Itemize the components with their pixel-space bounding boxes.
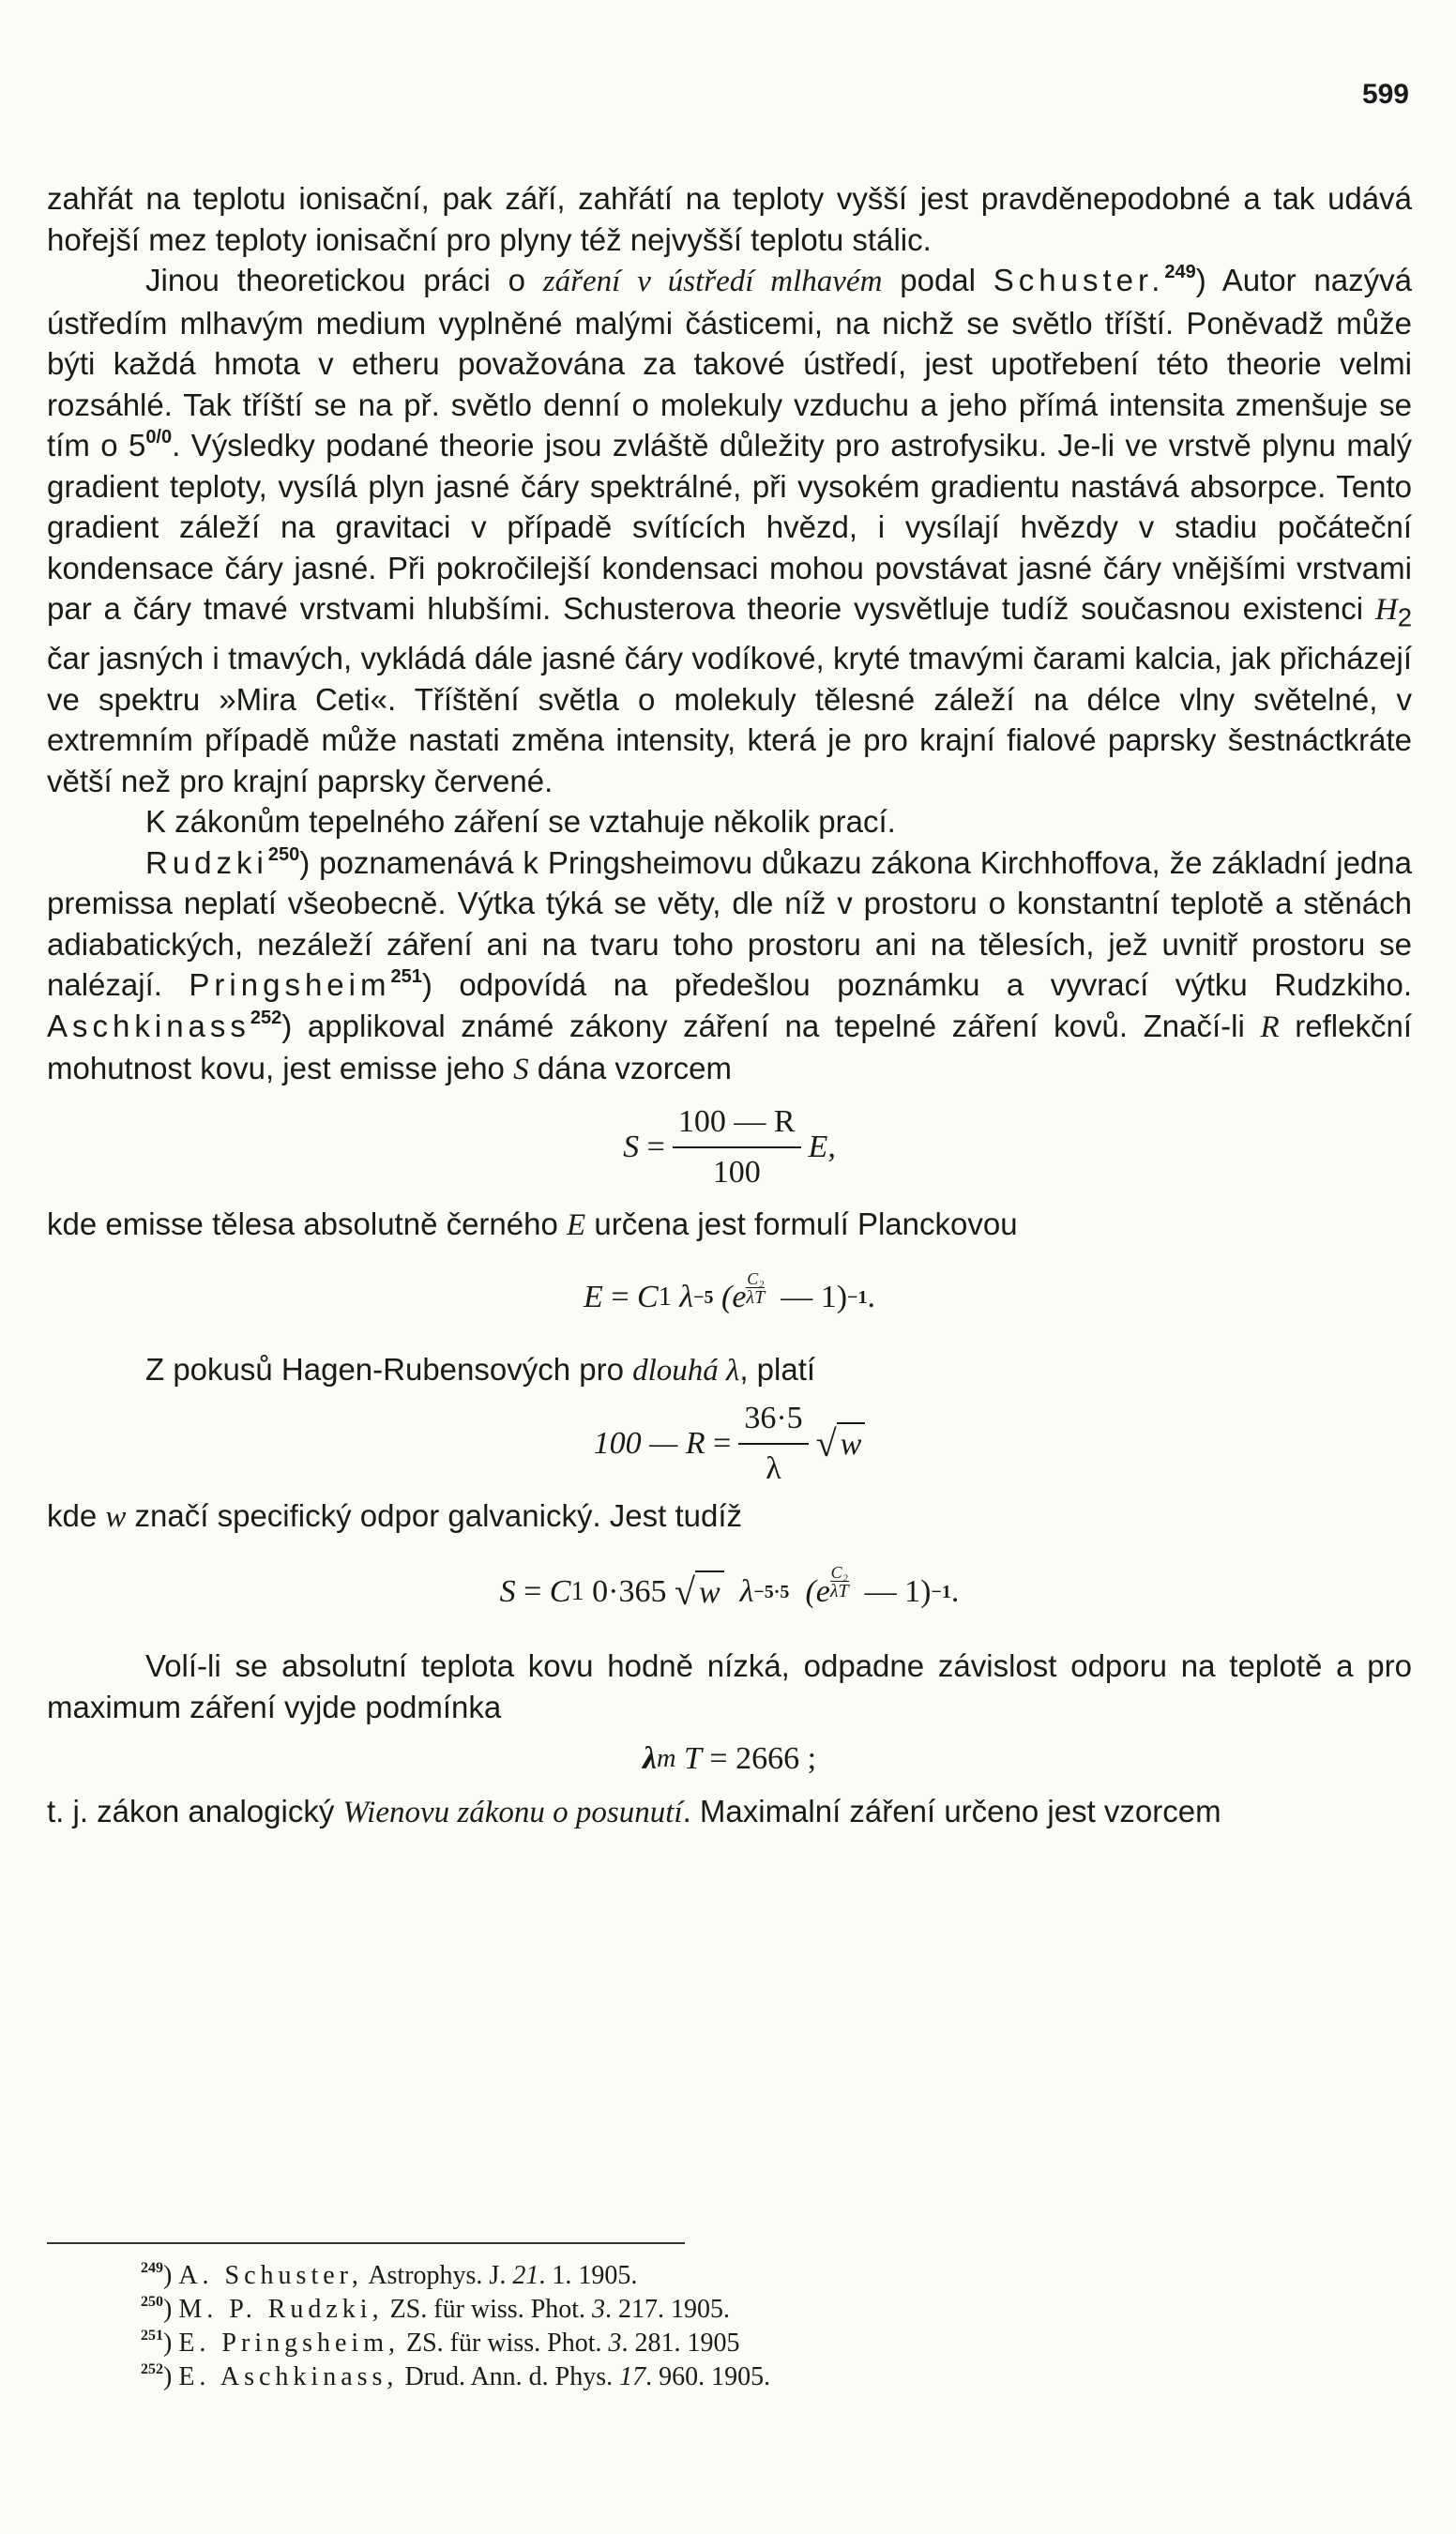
footnote-volume: 3 bbox=[608, 2329, 622, 2358]
footnote-251: $^{251}$) E. Pringsheim, ZS. für wiss. Phot. 3. 281. 1905 bbox=[141, 2328, 740, 2358]
paragraph-3: K zákonům tepelného záření se vztahuje několik prací. bbox=[145, 804, 896, 840]
paragraph-8: Volí-li se absolutní teplota kovu hodně nízká, odpadne závislost odporu na teplotě a pro maximum záření vyjde podmínka bbox=[47, 1648, 1412, 1724]
eq3-root: w bbox=[837, 1422, 866, 1465]
footnote-number: 249 bbox=[141, 2260, 163, 2276]
p6-text-a: Z pokusů Hagen-Rubensových pro bbox=[145, 1352, 633, 1388]
author-pringsheim: Pringsheim bbox=[189, 967, 391, 1003]
p2-text-a: Jinou theoretickou práci o bbox=[145, 263, 543, 297]
eq2-lhs: E bbox=[584, 1280, 603, 1315]
body-text bbox=[47, 178, 1412, 1834]
equation-metal-emission: S = C 1 0·365 √ w λ −5·5 (e C₂ λT — 1) −1 . bbox=[499, 1563, 960, 1613]
footnote-ref-250: 250 bbox=[267, 843, 300, 865]
equation-emission bbox=[47, 1091, 1412, 1204]
paragraph-1: zahřát na teplotu ionisační, pak září, zahřátí na teploty vyšší jest pravděnepodobné a tak udává hořejší mez teploty ionisační pro plyny též nejvyšší teplotu stálic. bbox=[47, 181, 1412, 257]
footnote-pages: . 1. 1905. bbox=[538, 2261, 638, 2290]
footnote-250: $^{250}$) M. P. Rudzki, ZS. für wiss. Phot. 3. 217. 1905. bbox=[141, 2294, 731, 2324]
footnote-journal: Drud. Ann. d. Phys. bbox=[398, 2362, 620, 2391]
eq4-open: (e bbox=[805, 1573, 830, 1609]
eq5-equals: = bbox=[709, 1741, 728, 1777]
footnote-ref-252: 252 bbox=[250, 1007, 282, 1028]
eq1-denominator: 100 bbox=[712, 1154, 761, 1190]
eq4-exponent-fraction bbox=[830, 1564, 849, 1601]
p4-text-d: reflekční mohutnost kovu, jest emisse jeho bbox=[47, 1008, 1412, 1086]
eq5-lambda: λ bbox=[642, 1741, 658, 1777]
p5-text-a: kde emisse tělesa absolutně černého bbox=[47, 1206, 568, 1241]
footnote-252: $^{252}$) E. Aschkinass, Drud. Ann. d. Phys. 17. 960. 1905. bbox=[141, 2361, 771, 2391]
paragraph-7 bbox=[47, 1495, 1412, 1539]
footnote-author: E. Aschkinass, bbox=[178, 2362, 399, 2391]
eq2-open: (e bbox=[721, 1280, 747, 1315]
eq2-c1-sub: 1 bbox=[658, 1282, 672, 1313]
eq4-close: — 1) bbox=[864, 1573, 932, 1609]
eq4-c2: C₂ bbox=[830, 1563, 848, 1583]
page-number: 599 bbox=[1361, 79, 1409, 110]
p4-text-c: ) applikoval známé zákony záření na tepelné záření kovů. Značí-li bbox=[281, 1008, 1261, 1043]
p9-text-a: t. j. zákon analogický bbox=[47, 1794, 343, 1829]
author-rudzki: Rudzki bbox=[145, 844, 268, 880]
p4-text-a: ) poznamenává k Pringsheimovu důkazu zákona Kirchhoffova, že základní jedna premissa neplatí všeobecně. Výtka týká se věty, dle níž v prostoru o konstantní teplotě a stěnách adiabatických, nezáleží záření ani na tvaru toho prostoru ani na tělesích, jež uvnitř prostoru se nalézají. bbox=[47, 844, 1412, 1003]
eq5-t: T bbox=[684, 1741, 702, 1777]
symbol-s: S bbox=[513, 1053, 529, 1087]
sqrt-icon: √ bbox=[815, 1421, 837, 1464]
sqrt-icon: √ bbox=[674, 1570, 695, 1613]
footnote-author: A. Schuster, bbox=[178, 2261, 363, 2290]
eq4-lt: λT bbox=[829, 1581, 849, 1602]
equation-planck: E = C 1 λ −5 (e C₂ λT — 1) −1 . bbox=[47, 1246, 1412, 1349]
footnote-author: M. P. Rudzki, bbox=[178, 2295, 384, 2324]
p4-text-e: dána vzorcem bbox=[528, 1051, 733, 1086]
paragraph-6 bbox=[47, 1349, 1412, 1392]
eq3-denominator: λ bbox=[766, 1450, 781, 1486]
eq3-lhs: 100 — R bbox=[593, 1425, 705, 1461]
paragraph-4 bbox=[47, 842, 1412, 1091]
p2-title: záření v ústředí mlhavém bbox=[542, 265, 883, 298]
eq1-numerator: 100 — R bbox=[673, 1101, 801, 1148]
eq4-coef: 0·365 bbox=[592, 1573, 667, 1609]
eq4-lhs: S bbox=[499, 1573, 516, 1609]
eq5-sub: m bbox=[657, 1744, 676, 1774]
footnote-pages: . 217. 1905. bbox=[605, 2295, 731, 2324]
symbol-e: E bbox=[567, 1207, 586, 1242]
author-schuster: Schuster. bbox=[993, 263, 1165, 297]
p5-text-b: určena jest formulí Planckovou bbox=[585, 1206, 1018, 1241]
eq5-value: 2666 ; bbox=[736, 1741, 817, 1777]
eq1-lhs: S bbox=[623, 1129, 640, 1164]
eq1-rhs: E, bbox=[808, 1129, 836, 1164]
footnote-volume: 3 bbox=[592, 2295, 606, 2324]
footnote-divider bbox=[47, 2242, 685, 2244]
eq4-root: w bbox=[695, 1570, 724, 1614]
p6-text-b: , platí bbox=[739, 1352, 816, 1388]
percent-sign: 0/0 bbox=[145, 427, 173, 448]
eq2-lt: λT bbox=[746, 1286, 766, 1308]
footnote-number: 252 bbox=[141, 2361, 163, 2377]
equation-wien bbox=[47, 1727, 1412, 1791]
eq3-equals: = bbox=[713, 1425, 732, 1461]
footnote-number: 250 bbox=[141, 2294, 163, 2310]
p7-text-b: značí specifický odpor galvanický. Jest tudíž bbox=[126, 1497, 743, 1533]
footnote-pages: . 960. 1905. bbox=[645, 2362, 771, 2391]
footnotes bbox=[141, 2259, 1360, 2394]
author-aschkinass: Aschkinass bbox=[47, 1008, 250, 1043]
eq2-c1: C bbox=[637, 1280, 659, 1315]
eq1-equals: = bbox=[646, 1129, 665, 1164]
p2-text-e: čar jasných i tmavých, vykládá dále jasné čáry vodíkové, kryté tmavými čarami kalcia, jak přicházejí ve spektru »Mira Ceti«. Tříštění světla o molekuly tělesné záleží na délce vlny světelné, v extremním případě může nastati změna intensity, která je pro krajní fialové paprsky šestnáctkráte větší než pro krajní paprsky červené. bbox=[47, 641, 1412, 798]
footnote-pages: . 281. 1905 bbox=[621, 2329, 740, 2358]
eq4-c1-sub: 1 bbox=[570, 1576, 584, 1606]
eq2-exponent-fraction bbox=[746, 1270, 765, 1307]
eq2-equals: = bbox=[611, 1280, 629, 1315]
p2-text-b: podal bbox=[882, 263, 993, 297]
p6-dlouha: dlouhá λ bbox=[632, 1354, 740, 1388]
eq4-equals: = bbox=[523, 1573, 542, 1609]
footnote-number: 251 bbox=[141, 2328, 163, 2344]
h2-symbol: H bbox=[1374, 593, 1398, 627]
paragraph-9 bbox=[47, 1791, 1412, 1834]
paragraph-5 bbox=[47, 1204, 1412, 1247]
equation-hagen-rubens bbox=[47, 1392, 1412, 1495]
eq3-numerator: 36·5 bbox=[738, 1398, 808, 1445]
footnote-journal: Astrophys. J. bbox=[362, 2261, 513, 2290]
eq2-close: — 1) bbox=[781, 1280, 848, 1315]
eq4-c1: C bbox=[549, 1573, 571, 1609]
symbol-w: w bbox=[105, 1499, 127, 1534]
footnote-ref-249: 249 bbox=[1164, 262, 1196, 282]
footnote-journal: ZS. für wiss. Phot. bbox=[400, 2329, 609, 2358]
eq4-lambda: λ bbox=[739, 1573, 754, 1609]
h2-subscript: 2 bbox=[1397, 602, 1412, 632]
p2-text-d: . Výsledky podané theorie jsou zvláště důležity pro astrofysiku. Je-li ve vrstvě plynu malý gradient teploty, vysílá plyn jasné čáry spektrálné, při vysokém gradientu nastává absorpce. Tento gradient záleží na gravitaci v případě svítících hvězd, i vysílají hvězdy v stadiu počáteční kondensace čáry jasné. Při pokročilejší kondensaci mohou povstávat jasné čáry vnějšími vrstvami par a čáry tmavé vrstvami hlubšími. Schusterova theorie vysvětluje tudíž současnou existenci bbox=[47, 428, 1413, 626]
footnote-volume: 21 bbox=[512, 2261, 539, 2290]
footnote-249: $^{249}$) A. Schuster, Astrophys. J. 21. 1. 1905. bbox=[141, 2260, 638, 2290]
footnote-ref-251: 251 bbox=[390, 966, 422, 988]
footnote-volume: 17 bbox=[619, 2362, 646, 2391]
p7-text-a: kde bbox=[47, 1497, 106, 1533]
p4-text-b: ) odpovídá na předešlou poznámku a vyvrací výtku Rudzkiho. bbox=[421, 967, 1412, 1003]
eq2-end: . bbox=[867, 1280, 875, 1315]
p9-wien-law: Wienovu zákonu o posunutí bbox=[342, 1796, 683, 1830]
symbol-r: R bbox=[1260, 1009, 1280, 1044]
eq1-fraction bbox=[673, 1101, 801, 1192]
eq2-lambda: λ bbox=[679, 1280, 694, 1315]
eq3-fraction bbox=[738, 1398, 808, 1489]
p9-text-b: . Maximalní záření určeno jest vzorcem bbox=[682, 1794, 1221, 1829]
eq2-c2: C₂ bbox=[747, 1268, 765, 1288]
footnote-journal: ZS. für wiss. Phot. bbox=[383, 2295, 593, 2324]
footnote-author: E. Pringsheim, bbox=[178, 2329, 400, 2358]
paragraph-2 bbox=[47, 260, 1412, 801]
eq4-end: . bbox=[950, 1573, 960, 1609]
p2-text-c: ) Autor nazývá ústředím mlhavým medium vyplněné malými částicemi, na nichž se světlo tříští. Poněvadž může býti každá hmota v etheru považována za takové ústředí, jest upotřebení této theorie velmi rozsáhlé. Tak tříští se na př. světlo denní o molekuly vzduchu a jeho přímá intensita zmenšuje se tím o 5 bbox=[47, 263, 1412, 463]
